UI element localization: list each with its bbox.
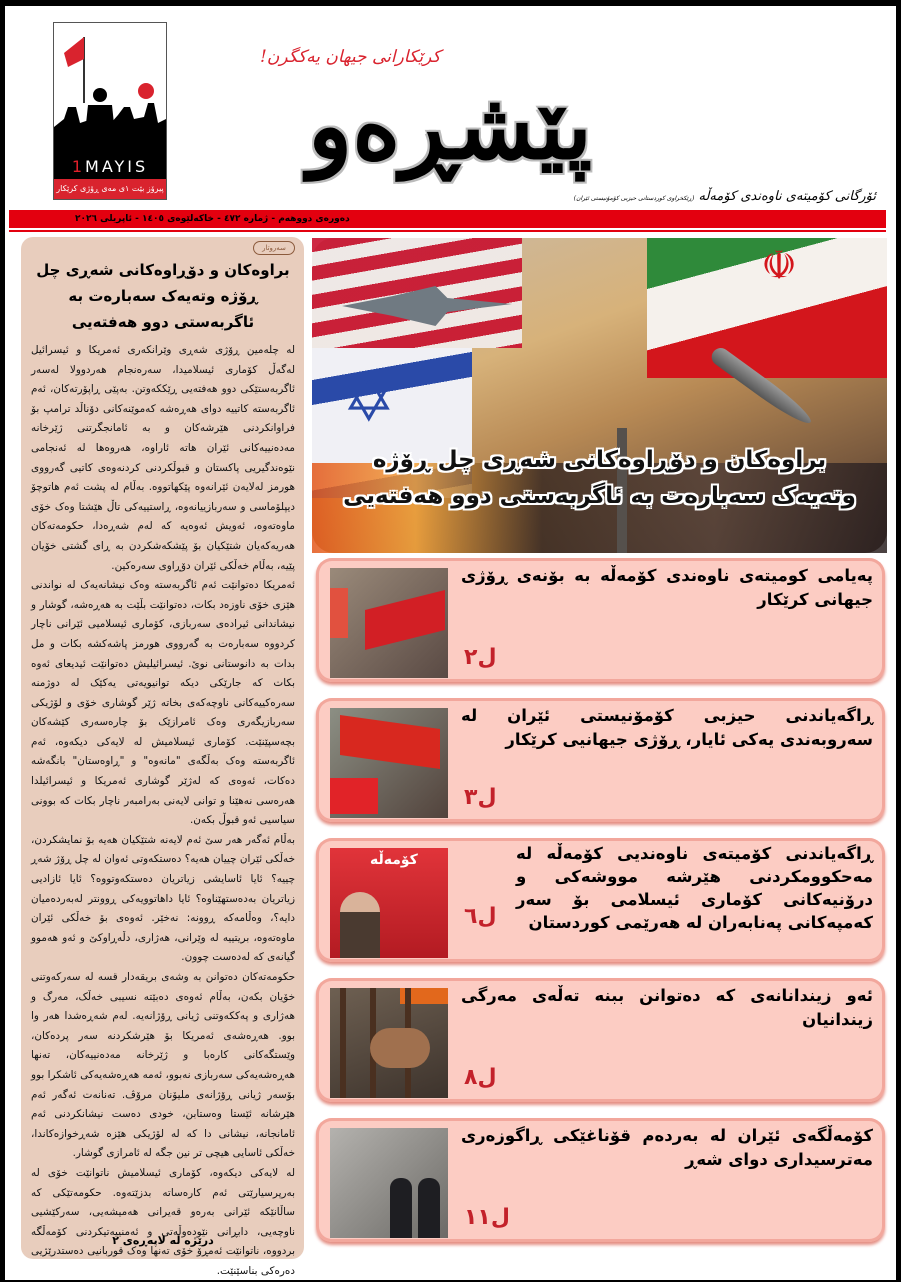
hero-caption-line: وتەیەک سەبارەت بە ئاگربەستی دوو هەفتەیی [343, 483, 856, 509]
editorial-paragraph: بەڵام ئەگەر هەر سێ ئەم لایەنە شتێکیان هەیە بۆ نمایشکردن، خەڵکی ئێران چییان هەیە؟ دەستکەوتی ئەوان لە چل ڕۆژ شەڕ چییە؟ ئایا ئاسایشی زیاتریان دەستکەوتووە؟ ئایا ئازادیی زیاتریان بەدەستهێناوە؟ ئایا داهاتوویەکی ڕوونتر لەبەردەمیان دایە؟، وەڵامەکە ڕوونە: نەخێر. ئەوەی بۆ خەڵکی ئێران ماوەتەوە، بریتییە لە وێرانی، هەژاری، دڵەڕاوکێ و ئەو هەموو گیانەی کە لەدەست چوون. [31, 833, 295, 964]
publisher-affiliation: (ڕێکخراوی کوردستانی حیزبی کۆمۆنیستی ئێران) [573, 195, 695, 202]
publisher-name: ئۆرگانی کۆمیتەی ناوەندی کۆمەڵە [698, 189, 876, 204]
story-card[interactable] [316, 1118, 885, 1242]
newspaper-page [5, 6, 896, 1280]
story-thumbnail [330, 988, 448, 1098]
mayis-text: MAYIS [85, 157, 149, 176]
editorial-column [21, 237, 304, 1277]
hero-image[interactable] [312, 238, 887, 553]
story-page-number: ل١١ [464, 1205, 510, 1230]
editorial-paragraph: لە چلەمین ڕۆژی شەڕی وێرانکەری ئەمریکا و ئیسرائیل لەگەڵ کۆماری ئیسلامیدا، سەرەنجام هەردوولا لەسەر ئاگربەستێکی دوو هەفتەیی ڕێککەوتن. بەپێی ڕاپۆرتەکان، ئەم ئاگربەستە کاتییە دوای هەڕەشە کەموێنەکانی دۆناڵد ترامپ بۆ فراوانکردنی هێرشەکان و بە ئامانجگرتنی ژێرخانە مەدەنییەکانی ئێران هاتە ئاراوە، هەروەها لە ئەنجامی نێوەندگیریی پاکستان و قبوڵکردنی کردنەوەی کاتیی گەرووی هورمز لەلایەن ئێرانەوە پێکهاتووە. بەڵام لە پشت ئەم هاتوچۆ دیپلۆماسی و سەربازییانەوە، ڕاستییەکی تاڵ هێشتا وەک خۆی ماوەتەوە، ئەویش ئەوەیە کە لەم شەڕەدا، حکومەتەکان هەریەکەیان شتێکیان بۆ پێشکەشکردن بە ڕای گشتی خۆیان پێیە، بەڵام خەڵکی ئێران دۆڕاوی سەرەکین. [31, 344, 295, 572]
story-headline: ڕاگەیاندنی حیزبی کۆمۆنیستی ئێران لە سەروبەندی یەکی ئایار، ڕۆژی جیهانیی کرێکار [461, 706, 873, 749]
story-thumbnail [330, 708, 448, 818]
publisher-subtitle [574, 188, 876, 206]
story-card[interactable] [316, 838, 885, 962]
editorial-tag: سەروتار [253, 241, 295, 255]
story-card[interactable] [316, 698, 885, 822]
logo-caption: پیرۆز بێت ١ی مەی ڕۆژی کرێکار [54, 179, 166, 199]
story-headline: پەیامی کومیتەی ناوەندی کۆمەڵە بە بۆنەی ڕۆژی جیهانی کرێکار [461, 566, 873, 609]
editorial-paragraph: حکومەتەکان دەتوانن بە وشەی بریقەدار قسە لە سەرکەوتنی خۆیان بکەن، بەڵام ئەوەی دەبێتە نسیبی خەڵک، مەرگ و هەژاری و پەککەوتنی ژیانی ڕۆژانەیە. لەم شەڕەشدا هەر وا بوو. هەڕەشەی ئەمریکا بۆ هێرشکردنە سەر پردەکان، وێستگەکانی کارەبا و ژێرخانە مەدەنییەکان، تەنها هەڕەشەیەکی سەربازی نەبوو، ئەمە هەڕەشەیەکی ئاشکرا بوو بۆسەر ژیانی ڕۆژانەی ملیۆنان مرۆڤ. تەنانەت ئەگەر ئەم هێرشانە ئێستا وەستابن، خودی دەست نیشانکردنی ئەم ئامانجانە، نیشانی دا کە لە لۆژیکی هێزە شەڕخوازەکاندا، خەڵکی ئاسایی هیچی تر نین جگە لە ئامرازی گوشار. [31, 971, 295, 1160]
may-day-logo [53, 22, 167, 200]
story-page-number: ل٣ [464, 785, 497, 810]
editorial-paragraph: لە لایەکی دیکەوە، کۆماری ئیسلامیش ناتوانێت خۆی لە بەرپرسیارێتی ئەم کارەساتە بدزێتەوە. حکومەتێکی کە ساڵانێکە ئێرانی بەرەو قەیرانی هەمیشەیی، سەرکێشیی ناوچەیی، دابڕانی نێودەوڵەتی و ئەمنییەتیکردنی کۆمەڵگە بردووە، ناتوانێت ئەمڕۆ خۆی تەنها وەک قوربانیی دەستدرێژیی دەرەکی بناسێنێت. [31, 1166, 295, 1277]
masthead-divider [9, 230, 886, 232]
mayis-label [54, 155, 166, 179]
story-headline: کۆمەڵگەی ئێران لە بەردەم قۆناغێکی ڕاگوزەری مەترسیداری دوای شەڕ [461, 1126, 873, 1169]
star-of-david-icon: ✡ [342, 363, 396, 437]
mayis-prefix: 1 [71, 157, 86, 176]
komala-logo-text: کۆمەڵە [370, 852, 418, 868]
story-headline: ڕاگەیاندنی کۆمیتەی ناوەندیی کۆمەڵە لە مەحکوومکردنی هێرشە مووشەکی و درۆنیەکانی کۆماری ئیسلامی بۆ سەر کەمپەکانی پەنابەران لە هەرێمی کوردستان [516, 844, 873, 932]
slogan: کرێکارانی جیهان یەکگرن! [260, 47, 441, 67]
iran-emblem-icon: ☫ [761, 243, 797, 289]
hero-caption-line: براوەکان و دۆڕاوەکانی شەڕی چل ڕۆژە [372, 447, 827, 473]
editorial-paragraph: ئەمریکا دەتوانێت ئەم ئاگربەستە وەک نیشانەیەک لە نواندنی هێزی خۆی ناوزەد بکات، دەتوانێت بڵێت بە هەڕەشە، گوشار و نیشاندانی ئیرادەی سەربازی، کۆماری ئیسلامیی ئێرانی ناچار کردووە سەبارەت بە گەرووی هورمز پاشەکشە بکات و مل بدات بە دانوستانی نوێ. ئیسرائیلیش دەتوانێت ئیدیعای ئەوە بکات کە جارێکی دیکە توانیویەتی یەکێک لە دوژمنە سەرەکییەکانی ناوچەکەی بخاتە ژێر گوشاری خۆی و لۆژیکی سەربازیگەری وەک ئامرازێک بۆ چارەسەری کێشەکان بچەسپێنێت. کۆماری ئیسلامیش لە لایەکی دیکەوە، ئەم ئاگربەستە وەک بەڵگەی "مانەوە" و "ڕاوەستان" بانگەشە دەکات، ئەوەی کە لەژێر گوشاری ئەمریکا و ئیسرائیلدا هەرەسی نەهێنا و توانی لایەنی بەرامبەر ناچار بکات کە بوونی سیاسیی ئەو قبوڵ بکەن. [31, 579, 295, 827]
story-thumbnail [330, 848, 448, 958]
hero-caption [312, 442, 887, 514]
issue-info: دەورەی دووهەم - ژمارە ٤٧٢ - خاکەلێوەی ١٤٠٥ - ئاپریلی ٢٠٢٦ [75, 214, 350, 224]
worker-silhouette-icon [54, 23, 166, 155]
story-headline: ئەو زیندانانەی کە دەتوانن ببنە تەڵەی مەرگی زیندانیان [461, 986, 873, 1029]
editorial-title[interactable]: براوەکان و دۆڕاوەکانی شەڕی چل ڕۆژە وتەیەک سەبارەت بە ئاگربەستی دوو هەفتەیی [36, 261, 290, 331]
story-page-number: ل٢ [464, 645, 497, 670]
story-card[interactable] [316, 558, 885, 682]
story-thumbnail [330, 1128, 448, 1238]
story-page-number: ل٦ [464, 904, 497, 929]
story-card[interactable] [316, 978, 885, 1102]
story-page-number: ل٨ [464, 1065, 497, 1090]
continued-link[interactable]: درێژە لە لاپەڕەی ٢ [112, 1234, 214, 1247]
newspaper-title: پێشڕەو [307, 72, 593, 180]
story-thumbnail [330, 568, 448, 678]
